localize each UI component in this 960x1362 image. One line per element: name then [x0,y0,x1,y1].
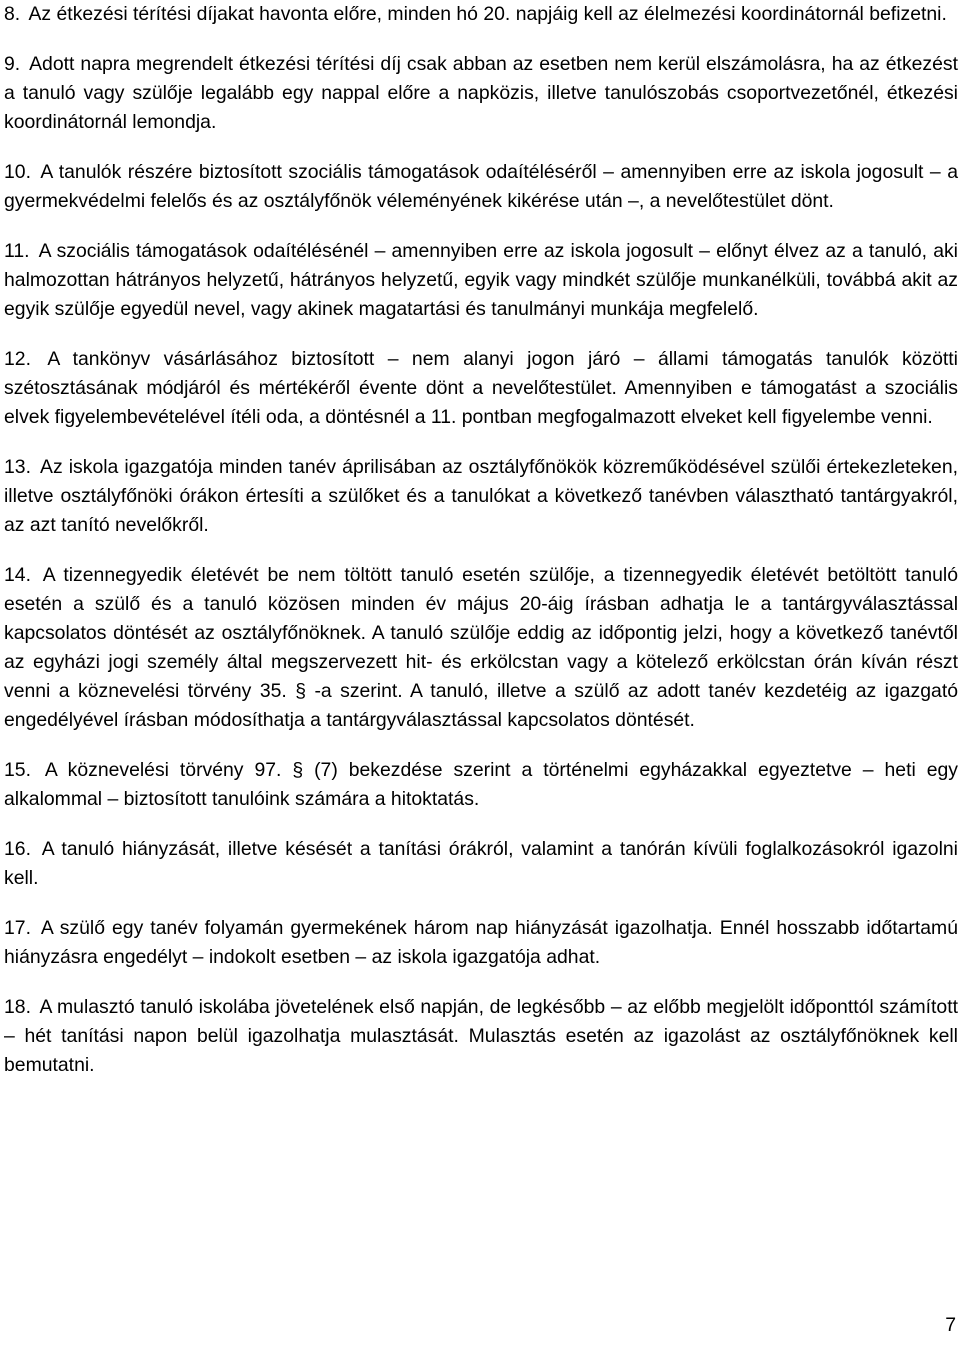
paragraph-number: 9. [4,53,21,75]
paragraph-number: 15. [4,759,31,781]
paragraph-number: 10. [4,161,31,183]
paragraph-number: 8. [4,3,21,25]
paragraph-13 [4,453,958,540]
paragraph-12 [4,345,958,432]
document-page [4,0,958,1101]
paragraph-number: 11. [4,240,30,262]
paragraph-text: A tanulók részére biztosított szociális támogatások odaítéléséről – amennyiben erre az iskola jogosult – a gyermekvédelmi felelős és az osztályfőnök véleményének kikérése után –, a nevelőtestület dönt. [4,161,958,212]
paragraph-text: A köznevelési törvény 97. § (7) bekezdése szerint a történelmi egyházakkal egyeztetve – heti egy alkalommal – biztosított tanulóink számára a hitoktatás. [4,759,958,810]
paragraph-text: A tanuló hiányzását, illetve késését a tanítási órákról, valamint a tanórán kívüli foglalkozásokról igazolni kell. [4,838,958,889]
paragraph-15 [4,756,958,814]
paragraph-14 [4,561,958,735]
paragraph-text: A szülő egy tanév folyamán gyermekének három nap hiányzását igazolhatja. Ennél hosszabb időtartamú hiányzásra engedélyt – indokolt esetben – az iskola igazgatója adhat. [4,917,958,968]
paragraph-number: 16. [4,838,31,860]
paragraph-number: 18. [4,996,31,1018]
paragraph-10 [4,158,958,216]
paragraph-9 [4,50,958,137]
paragraph-number: 14. [4,564,31,586]
page-number: 7 [945,1314,956,1336]
paragraph-text: A szociális támogatások odaítélésénél – amennyiben erre az iskola jogosult – előnyt élvez az a tanuló, aki halmozottan hátrányos helyzetű, hátrányos helyzetű, egyik vagy mindkét szülője munkanélküli, továbbá akit az egyik szülője egyedül nevel, vagy akinek magatartási és tanulmányi munkája megfelelő. [4,240,958,320]
paragraph-text: A mulasztó tanuló iskolába jövetelének első napján, de legkésőbb – az előbb megjelölt időponttól számított – hét tanítási napon belül igazolhatja mulasztását. Mulasztás esetén az igazolást az osztályfőnöknek kell bemutatni. [4,996,958,1076]
paragraph-11 [4,237,958,324]
paragraph-number: 12. [4,348,31,370]
paragraph-text: Az étkezési térítési díjakat havonta előre, minden hó 20. napjáig kell az élelmezési koordinátornál befizetni. [28,3,947,25]
paragraph-17 [4,914,958,972]
paragraph-text: Adott napra megrendelt étkezési térítési díj csak abban az esetben nem kerül elszámolásra, ha az étkezést a tanuló vagy szülője legalább egy nappal előre a napközis, illetve tanulószobás csoportvezetőnél, étkezési koordinátornál lemondja. [4,53,958,133]
paragraph-8 [4,0,958,29]
paragraph-16 [4,835,958,893]
paragraph-number: 13. [4,456,31,478]
paragraph-text: A tizennegyedik életévét be nem töltött tanuló esetén szülője, a tizennegyedik életévét betöltött tanuló esetén a szülő és a tanuló közösen minden év május 20-áig írásban adhatja le a tantárgyválasztással kapcsolatos döntését az osztályfőnöknek. A tanuló szülője eddig az időpontig jelzi, hogy a következő tanévtől az egyházi jogi személy által megszervezett hit- és erkölcstan vagy a kötelező erkölcstan órán kíván részt venni a köznevelési törvény 35. § -a szerint. A tanuló, illetve a szülő az adott tanév kezdetéig az igazgató engedélyével írásban módosíthatja a tantárgyválasztással kapcsolatos döntését. [4,564,958,731]
paragraph-number: 17. [4,917,31,939]
paragraph-text: Az iskola igazgatója minden tanév áprilisában az osztályfőnökök közreműködésével szülői értekezleteken, illetve osztályfőnöki órákon értesíti a szülőket és a tanulókat a következő tanévben választható tantárgyakról, az azt tanító nevelőkről. [4,456,958,536]
paragraph-18 [4,993,958,1080]
paragraph-text: A tankönyv vásárlásához biztosított – nem alanyi jogon járó – állami támogatás tanulók közötti szétosztásának módjáról és mértékéről évente dönt a nevelőtestület. Amennyiben e támogatást a szociális elvek figyelembevételével ítéli oda, a döntésnél a 11. pontban megfogalmazott elveket kell figyelembe venni. [4,348,958,428]
